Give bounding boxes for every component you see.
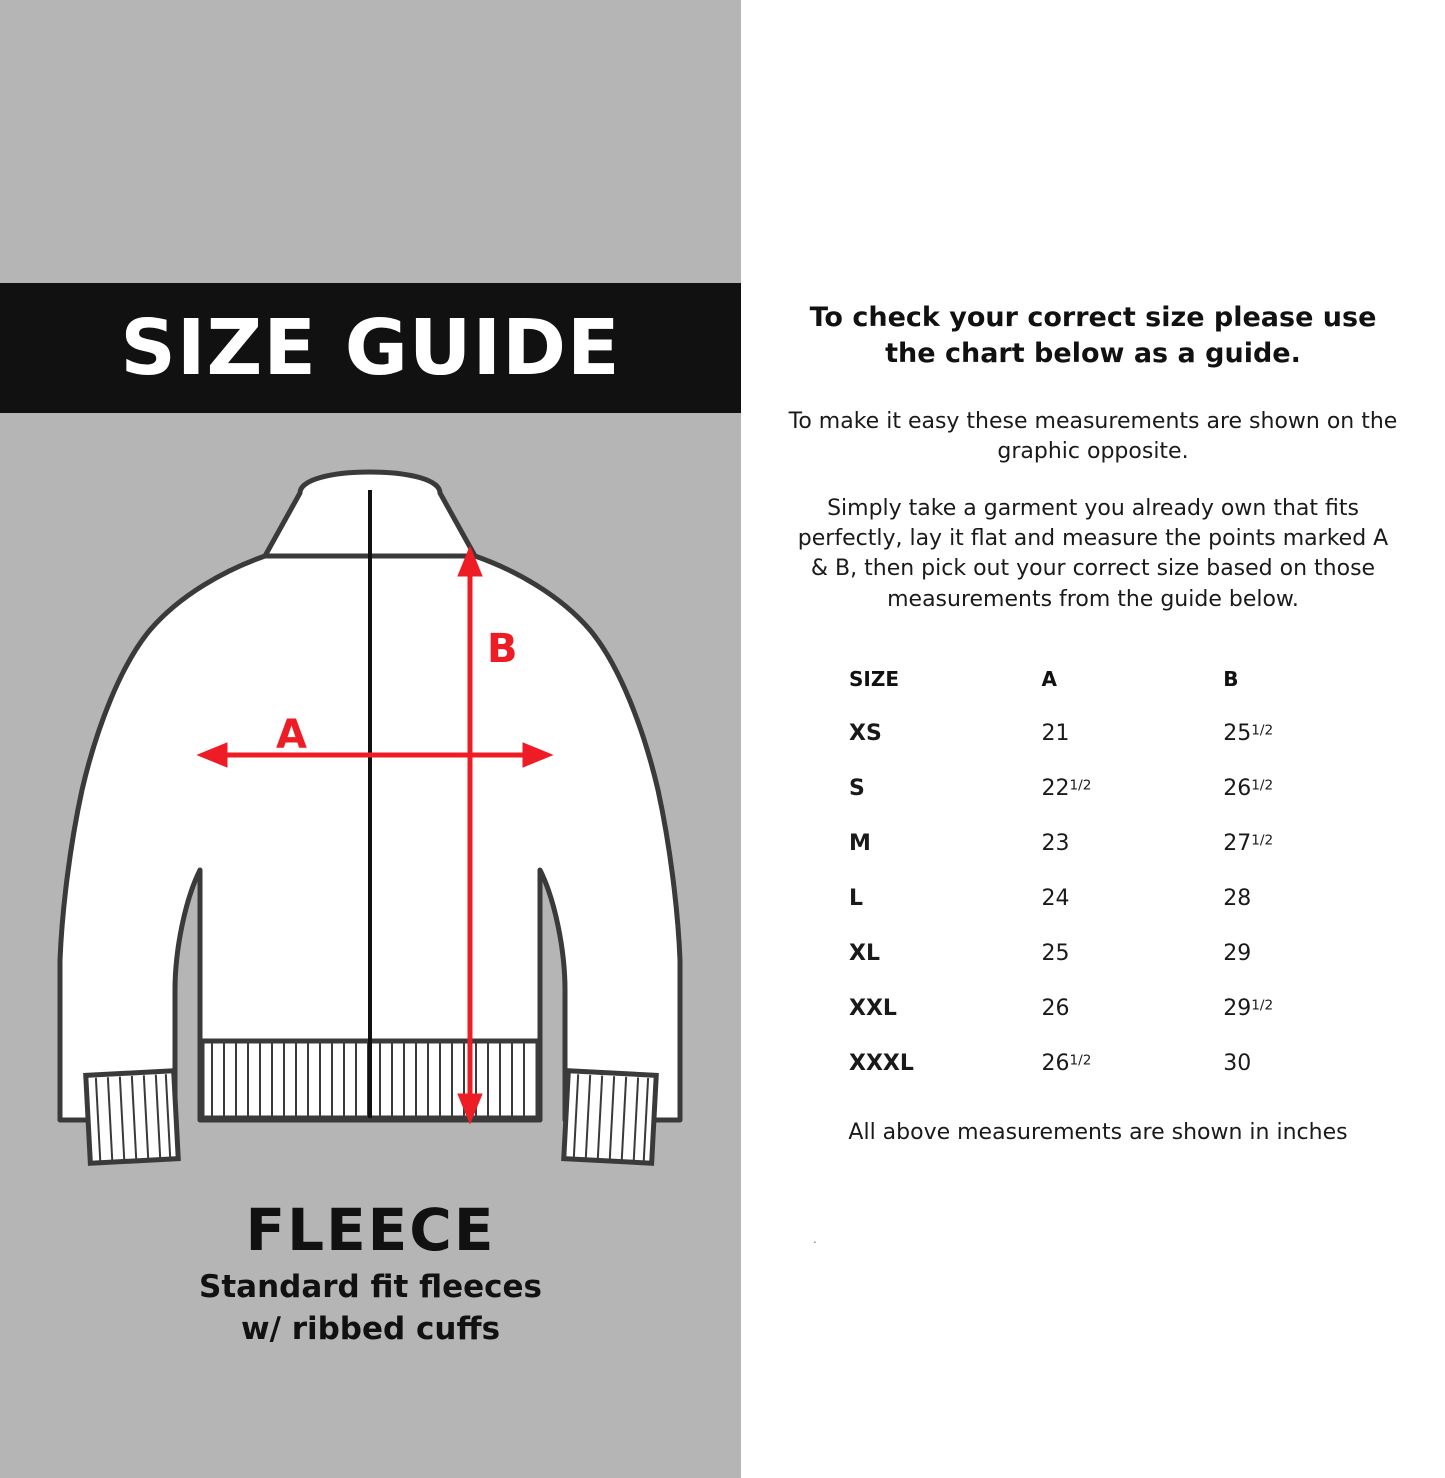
size-chart-body <box>781 721 1405 1106</box>
cell-measurement-b-whole: 27 <box>1223 831 1252 857</box>
cell-measurement-b <box>1223 886 1405 941</box>
instructions-paragraph-2: Simply take a garment you already own that fits perfectly, lay it flat and measure the points marked A & B, then pick out your correct size based on those measurements from the guide below. <box>797 495 1389 612</box>
cell-measurement-a-fraction: 1/2 <box>1069 777 1092 794</box>
cell-measurement-a <box>1042 776 1224 831</box>
cell-measurement-b-whole: 30 <box>1223 1051 1252 1077</box>
table-header-row <box>781 667 1405 721</box>
right-info-panel <box>741 0 1445 1478</box>
garment-type-label: FLEECE <box>245 1196 496 1264</box>
page-title: SIZE GUIDE <box>120 303 621 393</box>
cell-measurement-a-whole: 26 <box>1041 996 1070 1022</box>
table-row <box>781 1051 1405 1106</box>
cell-measurement-b <box>1223 996 1405 1051</box>
cell-size: M <box>849 831 871 857</box>
cell-measurement-a-whole: 22 <box>1041 776 1070 802</box>
decorative-dot: . <box>813 1232 817 1246</box>
cell-measurement-b-fraction: 1/2 <box>1251 832 1274 849</box>
cell-size: L <box>849 886 864 912</box>
cell-measurement-a <box>1042 831 1224 886</box>
table-row <box>781 721 1405 776</box>
cell-measurement-a-fraction: 1/2 <box>1069 1052 1092 1069</box>
cell-size: S <box>849 776 865 802</box>
size-guide-title-band <box>0 283 741 413</box>
column-header-size: SIZE <box>849 667 900 692</box>
cell-measurement-b-whole: 25 <box>1223 721 1252 747</box>
measure-label-a: A <box>276 712 307 758</box>
column-header-b: B <box>1223 667 1239 692</box>
fleece-technical-drawing <box>0 430 741 1190</box>
cell-measurement-b-fraction: 1/2 <box>1251 777 1274 794</box>
cell-size: XL <box>849 941 880 967</box>
cell-measurement-a-whole: 23 <box>1041 831 1070 857</box>
table-row <box>781 831 1405 886</box>
cell-measurement-a-whole: 21 <box>1041 721 1070 747</box>
cell-measurement-a <box>1042 941 1224 996</box>
cell-measurement-a <box>1042 721 1224 776</box>
table-row <box>781 776 1405 831</box>
cell-measurement-b-whole: 29 <box>1223 941 1252 967</box>
cell-measurement-b <box>1223 1051 1405 1106</box>
cell-measurement-a <box>1042 886 1224 941</box>
ribbed-cuff-right <box>564 1071 656 1163</box>
cell-measurement-b-fraction: 1/2 <box>1251 997 1274 1014</box>
table-row <box>781 941 1405 996</box>
cell-measurement-a-whole: 26 <box>1041 1051 1070 1077</box>
size-chart-table <box>781 667 1405 1106</box>
cell-measurement-a <box>1042 1051 1224 1106</box>
instructions-heading: To check your correct size please use the chart below as a guide. <box>809 302 1377 370</box>
garment-description-line-1: Standard fit fleeces <box>199 1268 542 1305</box>
cell-measurement-b <box>1223 941 1405 996</box>
cell-measurement-b-whole: 26 <box>1223 776 1252 802</box>
cell-measurement-b-fraction: 1/2 <box>1251 722 1274 739</box>
column-header-a: A <box>1041 667 1057 692</box>
measure-label-b: B <box>487 626 518 672</box>
cell-measurement-a <box>1042 996 1224 1051</box>
cell-measurement-b-whole: 29 <box>1223 996 1252 1022</box>
instructions-paragraph-1: To make it easy these measurements are shown on the graphic opposite. <box>788 408 1398 465</box>
cell-measurement-b-whole: 28 <box>1223 886 1252 912</box>
units-footnote: All above measurements are shown in inches <box>848 1120 1348 1146</box>
garment-description-line-2: w/ ribbed cuffs <box>240 1310 501 1347</box>
cell-measurement-a-whole: 24 <box>1041 886 1070 912</box>
ribbed-cuff-left <box>86 1071 178 1163</box>
garment-caption <box>0 1196 741 1351</box>
table-row <box>781 886 1405 941</box>
garment-illustration <box>0 430 741 1190</box>
cell-measurement-b <box>1223 721 1405 776</box>
cell-measurement-b <box>1223 831 1405 886</box>
cell-size: XXXL <box>849 1051 914 1077</box>
table-row <box>781 996 1405 1051</box>
cell-measurement-b <box>1223 776 1405 831</box>
cell-size: XXL <box>849 996 897 1022</box>
cell-measurement-a-whole: 25 <box>1041 941 1070 967</box>
cell-size: XS <box>849 721 882 747</box>
